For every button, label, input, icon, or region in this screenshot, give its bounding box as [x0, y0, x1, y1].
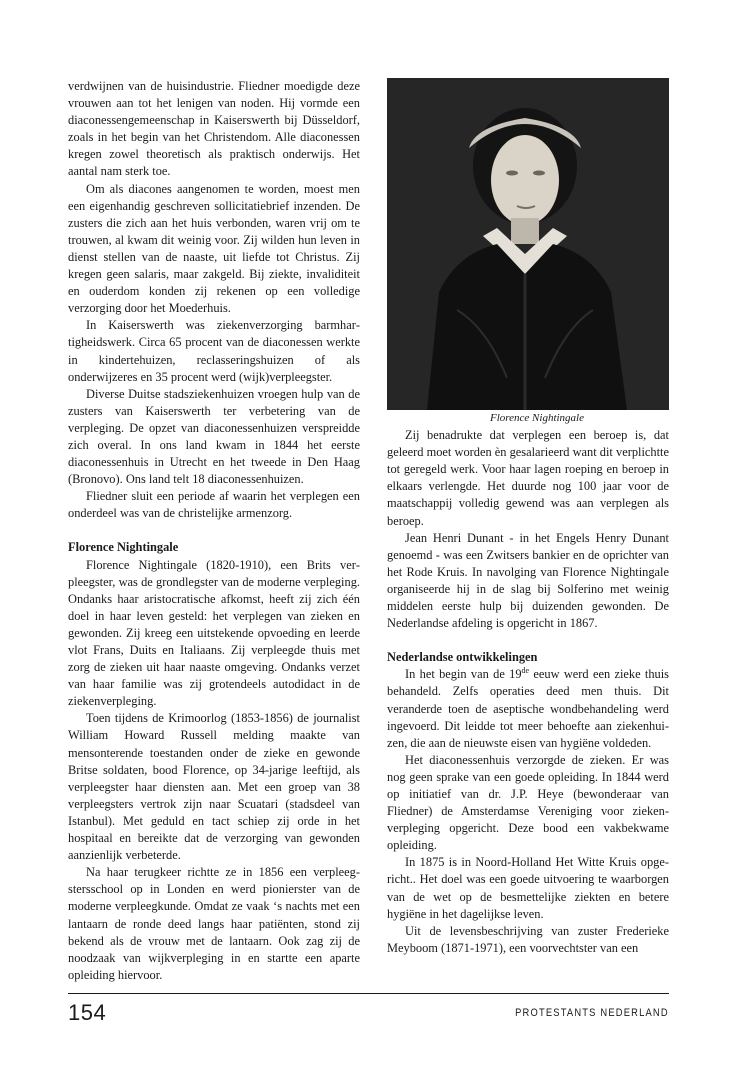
- superscript: de: [521, 666, 530, 676]
- section-heading-nederlandse: Nederlandse ontwikkelingen: [387, 650, 538, 665]
- paragraph-with-superscript: [387, 666, 669, 751]
- left-column: [68, 78, 360, 984]
- paragraph: Toen tijdens de Krimoorlog (1853-1856) de journalist William Howard Russell melding maakte van mensonterende toestanden onder de zieke en gewonde Britse soldaten, bood Florence, op 34-jarige leeftijd, als verpleegster haar diensten aan. Met een groep van 38 verpleegsters vertrok zijn naar Scuatari (stadsdeel van Istanbul). Met geduld en tact schiep zij orde in het hospitaal en bereikte dat de verzorging van gewonden aanzienlijk verbeterde.: [68, 711, 360, 863]
- paragraph: Uit de levensbeschrijving van zuster Frederieke Meyboom (1871-1971), een voorvechtster van een: [387, 923, 669, 955]
- paragraph: Zij benadrukte dat verplegen een beroep is, dat geleerd moet worden èn gesalarieerd want dit verplichtte tot geregeld werk. Voor haar lagen roeping en beroep in elkaars verlengde. Het duurde nog 100 jaar voor de maatschappij volledig gewend was aan verplegen als beroep.: [387, 428, 669, 528]
- paragraph: Het diaconessenhuis verzorgde de zieken. Er was nog geen sprake van een goede opleiding. In 1844 werd op initiatief van dr. J.P. Heye (bewonderaar van Fliedner) de Amsterdamse Vereniging voor ziekenverpleging opgericht. Deze bood een vakbekwame opleiding.: [387, 752, 669, 853]
- paragraph: Florence Nightingale (1820-1910), een Brits verpleegster, was de grondlegster van de moderne verpleging. Ondanks haar aristocratische afkomst, heeft zij zich één doel in haar leven gesteld: het verplegen van zieken en gewonden. Zij kreeg een uitstekende opvoeding en leerde vlot Frans, Duits en Italiaans. Zij verpleegde thuis met zorg de zieken uit haar naaste omgeving. Ondanks verzet van haar familie was zij grotendeels autodidact in de ziekenverpleging.: [68, 557, 360, 709]
- paragraph: verdwijnen van de huisindustrie. Fliedner moedigde deze vrouwen aan tot het lenigen van noden. Hij vormde een diaconessengemeenschap in Kaiserswerth bij Düsseldorf, zoals in het begin van het Christendom. Alle diaconessen kregen zowel theoretisch als praktisch onderwijs. Het aantal nam sterk toe.: [68, 79, 360, 179]
- paragraph: Na haar terugkeer richtte ze in 1856 een verpleegstersschool op in Londen en werd pionierster van de moderne verpleegkunde. Omdat ze vaak ‘s nachts met een lantaarn de ronde deed langs haar patiënten, stond zij bekend als de vrouw met de lantaarn. Ook zag zij de noodzaak van wijkverpleging in en startte een aparte opleiding hiervoor.: [68, 865, 360, 982]
- text-segment: eeuw werd een zieke thuis behandeld. Zelfs operaties deed men thuis. Dit veranderde toen de aseptische wondbehandeling werd ingevoerd. Dit leidde tot meer behoefte aan ziekenhuizen, die aan de nieuwste eisen van hygiëne voldeden.: [387, 667, 669, 750]
- footer-rule: [68, 993, 669, 994]
- portrait-photo: [387, 78, 669, 410]
- section-heading-florence: Florence Nightingale: [68, 540, 179, 555]
- photo-caption: Florence Nightingale: [490, 412, 584, 424]
- running-title: PROTESTANTS NEDERLAND: [515, 1007, 669, 1019]
- right-column: [387, 78, 669, 957]
- text-segment: In het begin van de 19: [405, 667, 522, 682]
- paragraph: Diverse Duitse stadsziekenhuizen vroegen hulp van de zusters van Kaiserswerth ter verbetering van de verpleging. De opzet van diaconessenhuizen verspreidde zich overal. In ons land kwam in 1844 het eerste diaconessenhuis in Utrecht en het tweede in Den Haag (Bronovo). Ons land telt 18 diaconessenhuizen.: [68, 386, 360, 487]
- paragraph: Fliedner sluit een periode af waarin het verplegen een onderdeel was van de christelijke armenzorg.: [68, 489, 360, 521]
- paragraph: Om als diacones aangenomen te worden, moest men een eigenhandig geschreven sollicitatiebrief inzenden. De zusters die zich aan het huis verbonden, waren vrij om te trouwen, al kwam dit weinig voor. Zij wilden hun leven in dienst stellen van de naaste, uit liefde tot Christus. Zij kregen geen salaris, maar zakgeld. Bij ziekte, invaliditeit en ouderdom konden zij rekenen op een volledige verzorging door het Moederhuis.: [68, 181, 360, 316]
- page-number: 154: [68, 1000, 107, 1025]
- paragraph: In 1875 is in Noord-Holland Het Witte Kruis opgericht.. Het doel was een goede uitvoering te waarborgen van de wet op de besmettelijke ziekten en betere hygiëne in het dagelijkse leven.: [387, 855, 669, 921]
- paragraph: Jean Henri Dunant - in het Engels Henry Dunant genoemd - was een Zwitsers bankier en de oprichter van het Rode Kruis. In navolging van Florence Nightingale organiseerde hij in de slag bij Solferino met weinig middelen eerste hulp bij duizenden gewonden. De Nederlandse afdeling is opgericht in 1867.: [387, 530, 669, 631]
- portrait-illustration: [387, 78, 669, 410]
- paragraph: In Kaiserswerth was ziekenverzorging barmhartigheidswerk. Circa 65 procent van de diaconessen werkte in kindertehuizen, reclasseringshuizen of als onderwijzeres en 35 procent werd (wijk)verpleegster.: [68, 318, 360, 384]
